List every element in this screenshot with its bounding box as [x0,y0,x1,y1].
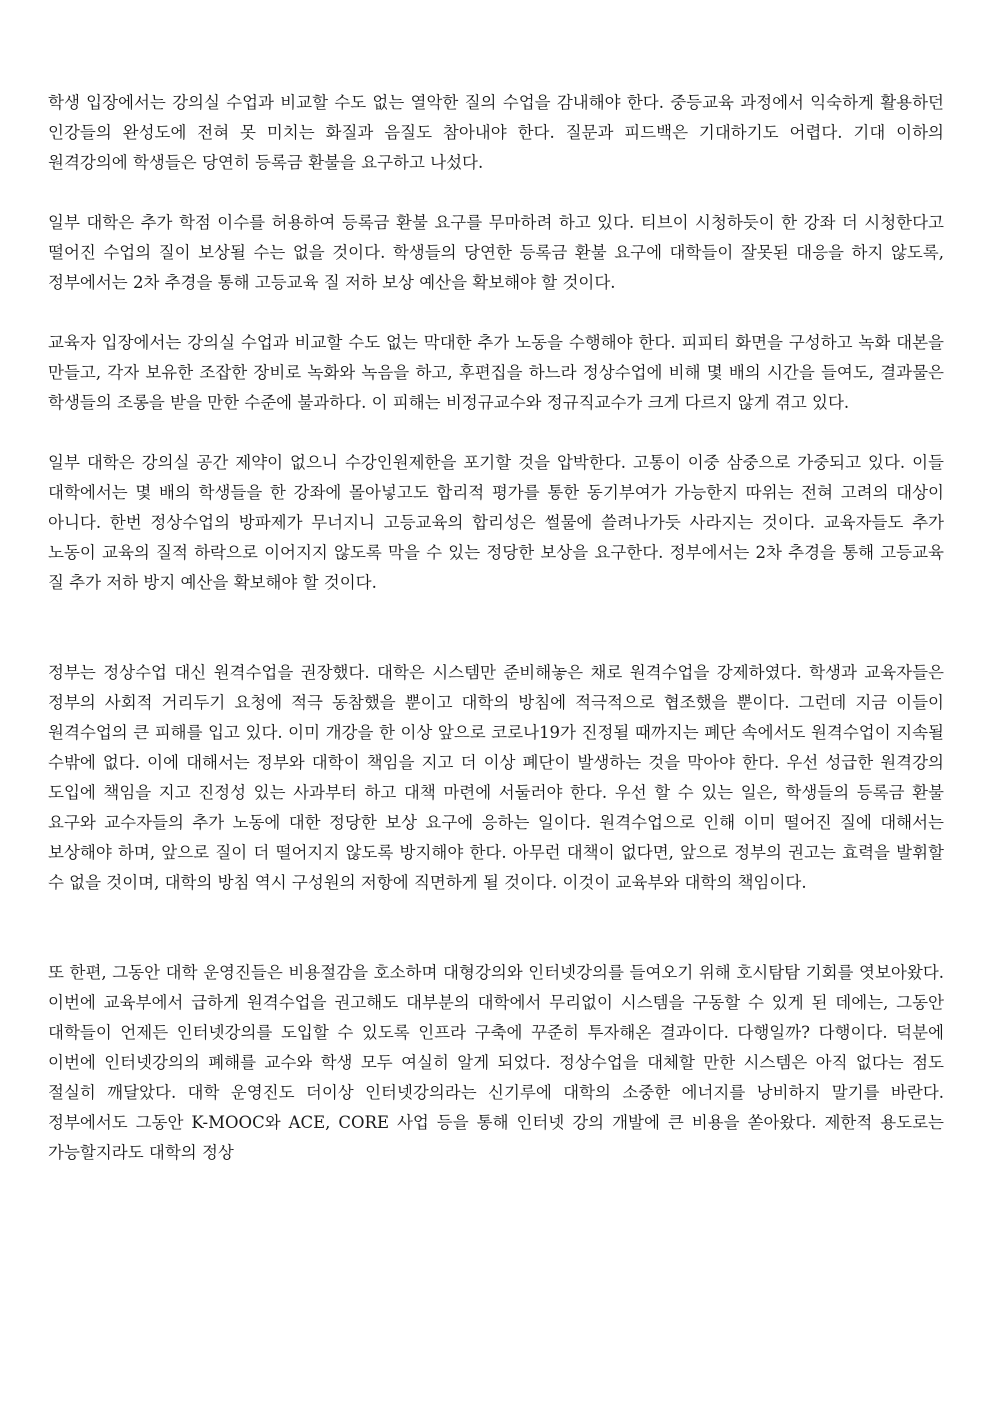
paragraph-educator-labor: 교육자 입장에서는 강의실 수업과 비교할 수도 없는 막대한 추가 노동을 수행해야 한다. 피피티 화면을 구성하고 녹화 대본을 만들고, 각자 보유한 조잡한 장비로 녹화와 녹음을 하고, 후편집을 하느라 정상수업에 비해 몇 배의 시간을 들여도, 결과물은 학생들의 조롱을 받을 만한 수준에 불과하다. 이 피해는 비정규교수와 정규직교수가 크게 다르지 않게 겪고 있다. [48,333,944,412]
paragraph-enrollment-limit: 일부 대학은 강의실 공간 제약이 없으니 수강인원제한을 포기할 것을 압박한다. 고통이 이중 삼중으로 가중되고 있다. 이들 대학에서는 몇 배의 학생들을 한 강좌에 몰아넣고도 합리적 평가를 통한 동기부여가 가능한지 따위는 전혀 고려의 대상이 아니다. 한번 정상수업의 방파제가 무너지니 고등교육의 합리성은 썰물에 쓸려나가듯 사라지는 것이다. 교육자들도 추가 노동이 교육의 질적 하락으로 이어지지 않도록 막을 수 있는 정당한 보상을 요구한다. 정부에서는 2차 추경을 통해 고등교육 질 추가 저하 방지 예산을 확보해야 할 것이다. [48,453,944,592]
paragraph-university-management: 또 한편, 그동안 대학 운영진들은 비용절감을 호소하며 대형강의와 인터넷강의를 들여오기 위해 호시탐탐 기회를 엿보아왔다. 이번에 교육부에서 급하게 원격수업을 권고해도 대부분의 대학에서 무리없이 시스템을 구동할 수 있게 된 데에는, 그동안 대학들이 언제든 인터넷강의를 도입할 수 있도록 인프라 구축에 꾸준히 투자해온 결과이다. 다행일까? 다행이다. 덕분에 이번에 인터넷강의의 폐해를 교수와 학생 모두 여실히 알게 되었다. 정상수업을 대체할 만한 시스템은 아직 없다는 점도 절실히 깨달았다. 대학 운영진도 더이상 인터넷강의라는 신기루에 대학의 소중한 에너지를 낭비하지 말기를 바란다. 정부에서도 그동안 K-MOOC와 ACE, CORE 사업 등을 통해 인터넷 강의 개발에 큰 비용을 쏟아왔다. 제한적 용도로는 가능할지라도 대학의 정상 [48,963,944,1162]
paragraph-student-refund: 일부 대학은 추가 학점 이수를 허용하여 등록금 환불 요구를 무마하려 하고 있다. 티브이 시청하듯이 한 강좌 더 시청한다고 떨어진 수업의 질이 보상될 수는 없을 것이다. 학생들의 당연한 등록금 환불 요구에 대학들이 잘못된 대응을 하지 않도록, 정부에서는 2차 추경을 통해 고등교육 질 저하 보상 예산을 확보해야 할 것이다. [48,213,944,292]
paragraph-government-responsibility: 정부는 정상수업 대신 원격수업을 권장했다. 대학은 시스템만 준비해놓은 채로 원격수업을 강제하였다. 학생과 교육자들은 정부의 사회적 거리두기 요청에 적극 동참했을 뿐이고 대학의 방침에 적극적으로 협조했을 뿐이다. 그런데 지금 이들이 원격수업의 큰 피해를 입고 있다. 이미 개강을 한 이상 앞으로 코로나19가 진정될 때까지는 폐단 속에서도 원격수업이 지속될 수밖에 없다. 이에 대해서는 정부와 대학이 책임을 지고 더 이상 폐단이 발생하는 것을 막아야 한다. 우선 성급한 원격강의 도입에 책임을 지고 진정성 있는 사과부터 하고 대책 마련에 서둘러야 한다. 우선 할 수 있는 일은, 학생들의 등록금 환불 요구와 교수자들의 추가 노동에 대한 정당한 보상 요구에 응하는 일이다. 원격수업으로 인해 이미 떨어진 질에 대해서는 보상해야 하며, 앞으로 질이 더 떨어지지 않도록 방지해야 한다. 아무런 대책이 없다면, 앞으로 정부의 권고는 효력을 발휘할 수 없을 것이며, 대학의 방침 역시 구성원의 저항에 직면하게 될 것이다. 이것이 교육부와 대학의 책임이다. [48,663,944,892]
document-body [48,88,944,1168]
paragraph-student-quality: 학생 입장에서는 강의실 수업과 비교할 수도 없는 열악한 질의 수업을 감내해야 한다. 중등교육 과정에서 익숙하게 활용하던 인강들의 완성도에 전혀 못 미치는 화질과 음질도 참아내야 한다. 질문과 피드백은 기대하기도 어렵다. 기대 이하의 원격강의에 학생들은 당연히 등록금 환불을 요구하고 나섰다. [48,93,944,172]
